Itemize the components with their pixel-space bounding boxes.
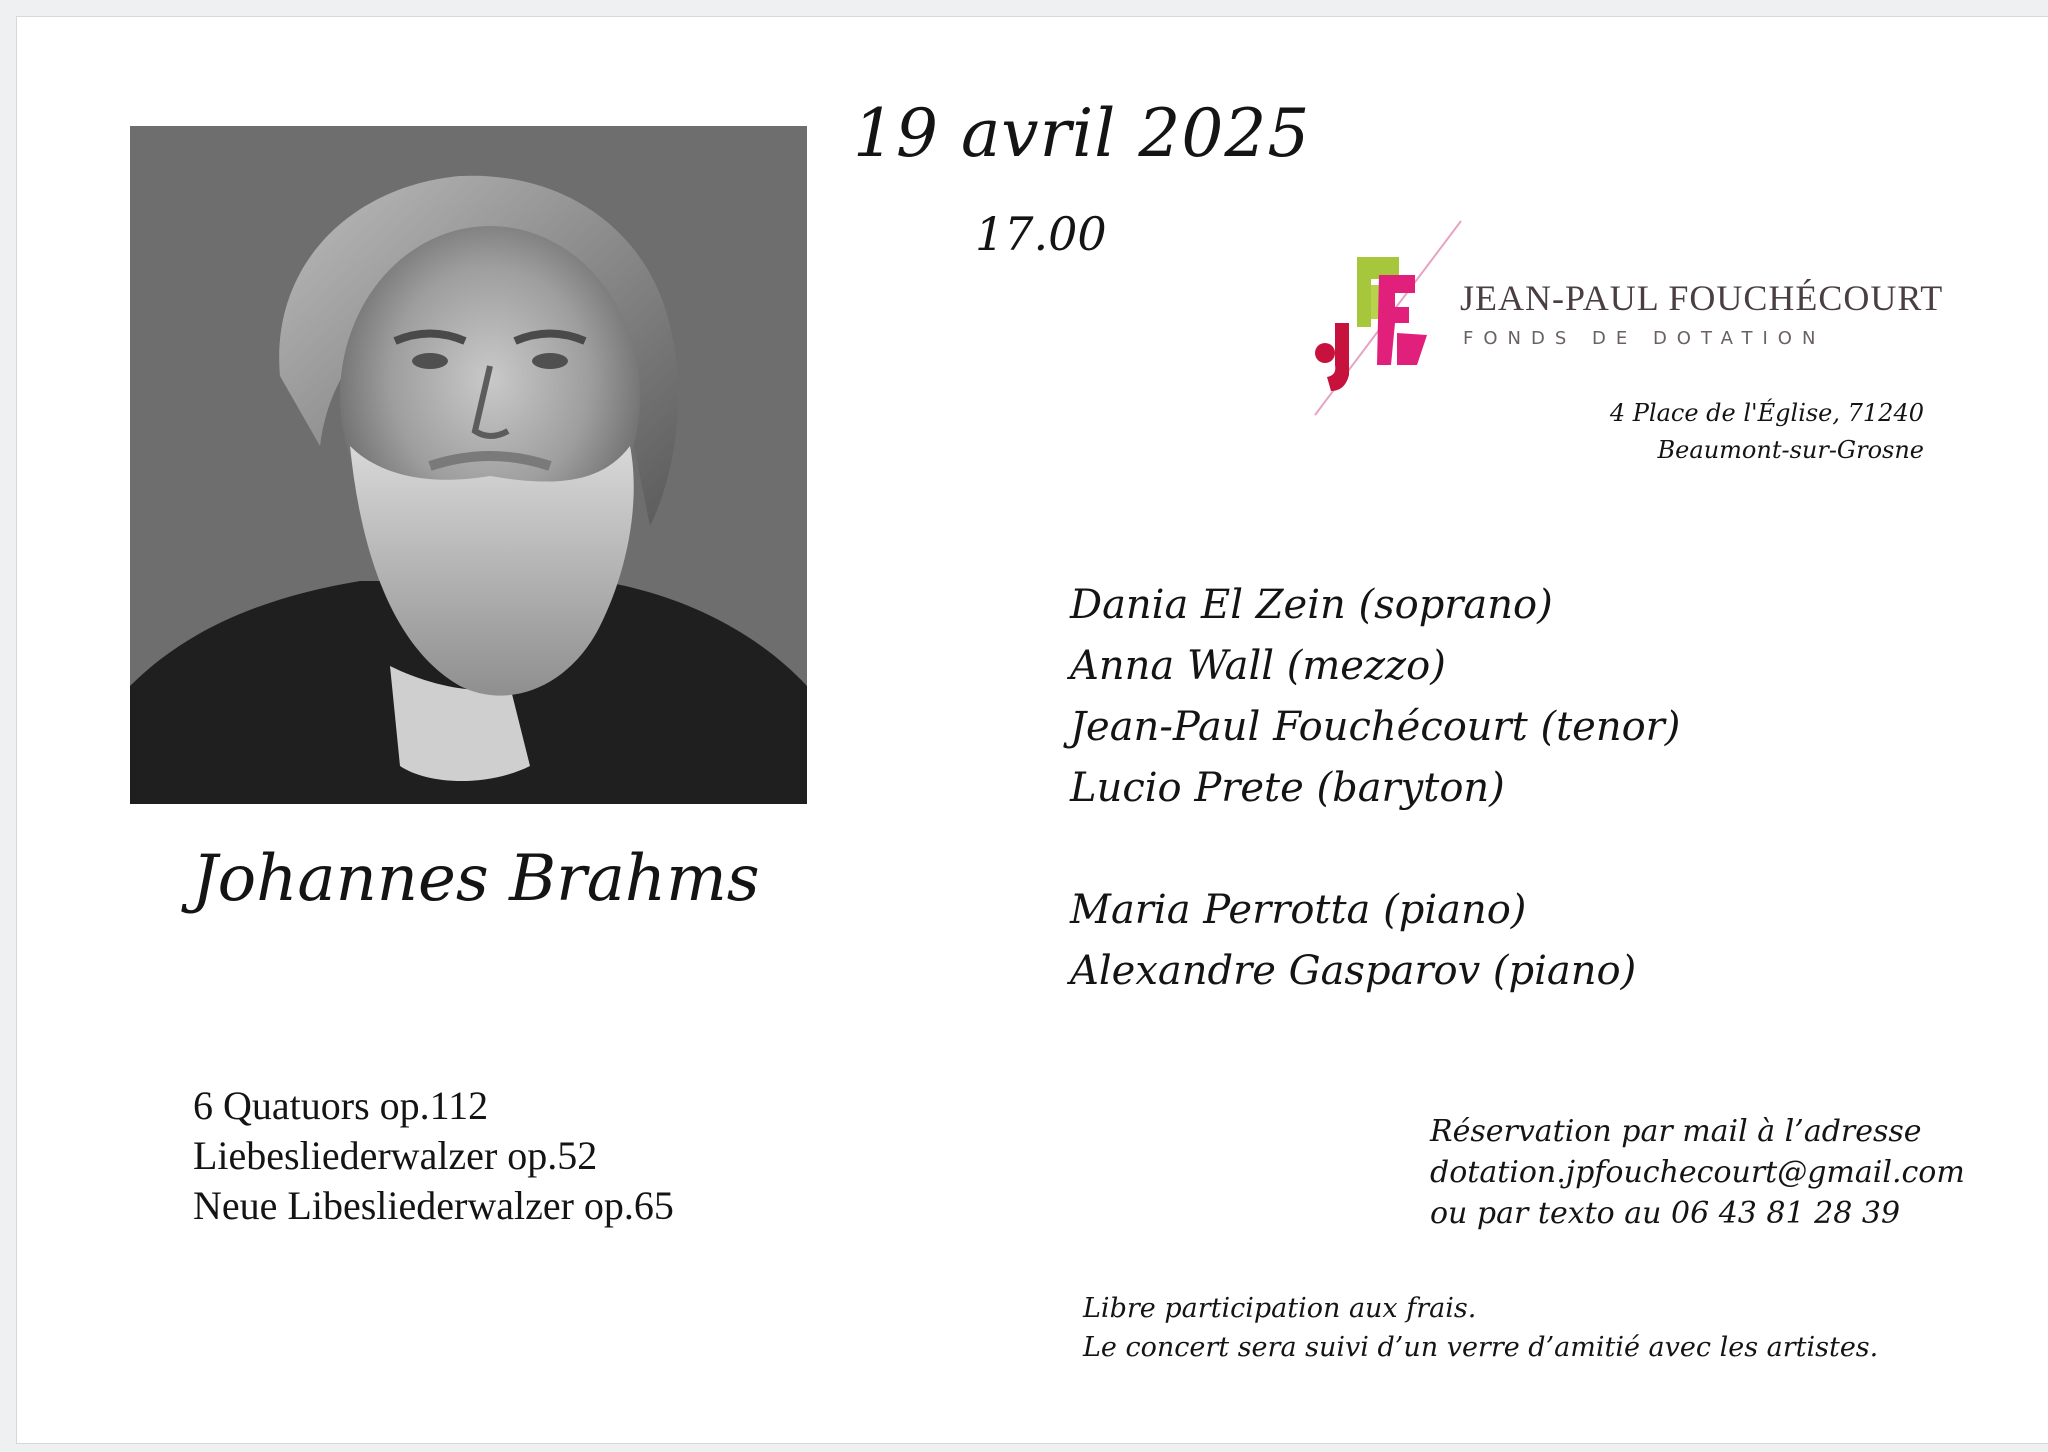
composer-portrait (130, 126, 807, 804)
performer-item: Dania El Zein (soprano) (1070, 582, 1553, 628)
reservation-info (1430, 1111, 1965, 1234)
foundation-name: JEAN-PAUL FOUCHÉCOURT (1460, 278, 1944, 318)
reservation-line: Réservation par mail à l’adresse (1430, 1114, 1922, 1149)
performers-list (1070, 575, 1680, 1002)
venue-address (1610, 395, 1924, 469)
concert-flyer (16, 16, 2048, 1444)
performer-item: Maria Perrotta (piano) (1070, 887, 1527, 933)
performer-item: Anna Wall (mezzo) (1070, 643, 1446, 689)
program-item: 6 Quatuors op.112 (193, 1083, 489, 1128)
concert-notes (1083, 1289, 1878, 1367)
performer-item: Alexandre Gasparov (piano) (1070, 948, 1637, 994)
event-time: 17.00 (975, 207, 1107, 261)
program-item: Liebesliederwalzer op.52 (193, 1133, 598, 1178)
foundation-logo-icon (1305, 215, 1485, 425)
address-line: 4 Place de l'Église, 71240 (1609, 399, 1924, 427)
address-line: Beaumont-sur-Grosne (1657, 436, 1924, 464)
program-list (193, 1081, 674, 1231)
composer-name: Johannes Brahms (192, 842, 760, 916)
reservation-email: dotation.jpfouchecourt@gmail.com (1430, 1155, 1965, 1190)
spacer (1070, 819, 1680, 880)
program-item: Neue Libesliederwalzer op.65 (193, 1183, 674, 1228)
note-line: Le concert sera suivi d’un verre d’amitié avec les artistes. (1083, 1332, 1879, 1363)
note-line: Libre participation aux frais. (1083, 1293, 1477, 1324)
performer-item: Jean-Paul Fouchécourt (tenor) (1070, 704, 1681, 750)
event-date: 19 avril 2025 (853, 95, 1311, 172)
foundation-subtitle: FONDS DE DOTATION (1463, 328, 1826, 349)
performer-item: Lucio Prete (baryton) (1070, 765, 1505, 811)
reservation-phone: ou par texto au 06 43 81 28 39 (1430, 1196, 1901, 1231)
